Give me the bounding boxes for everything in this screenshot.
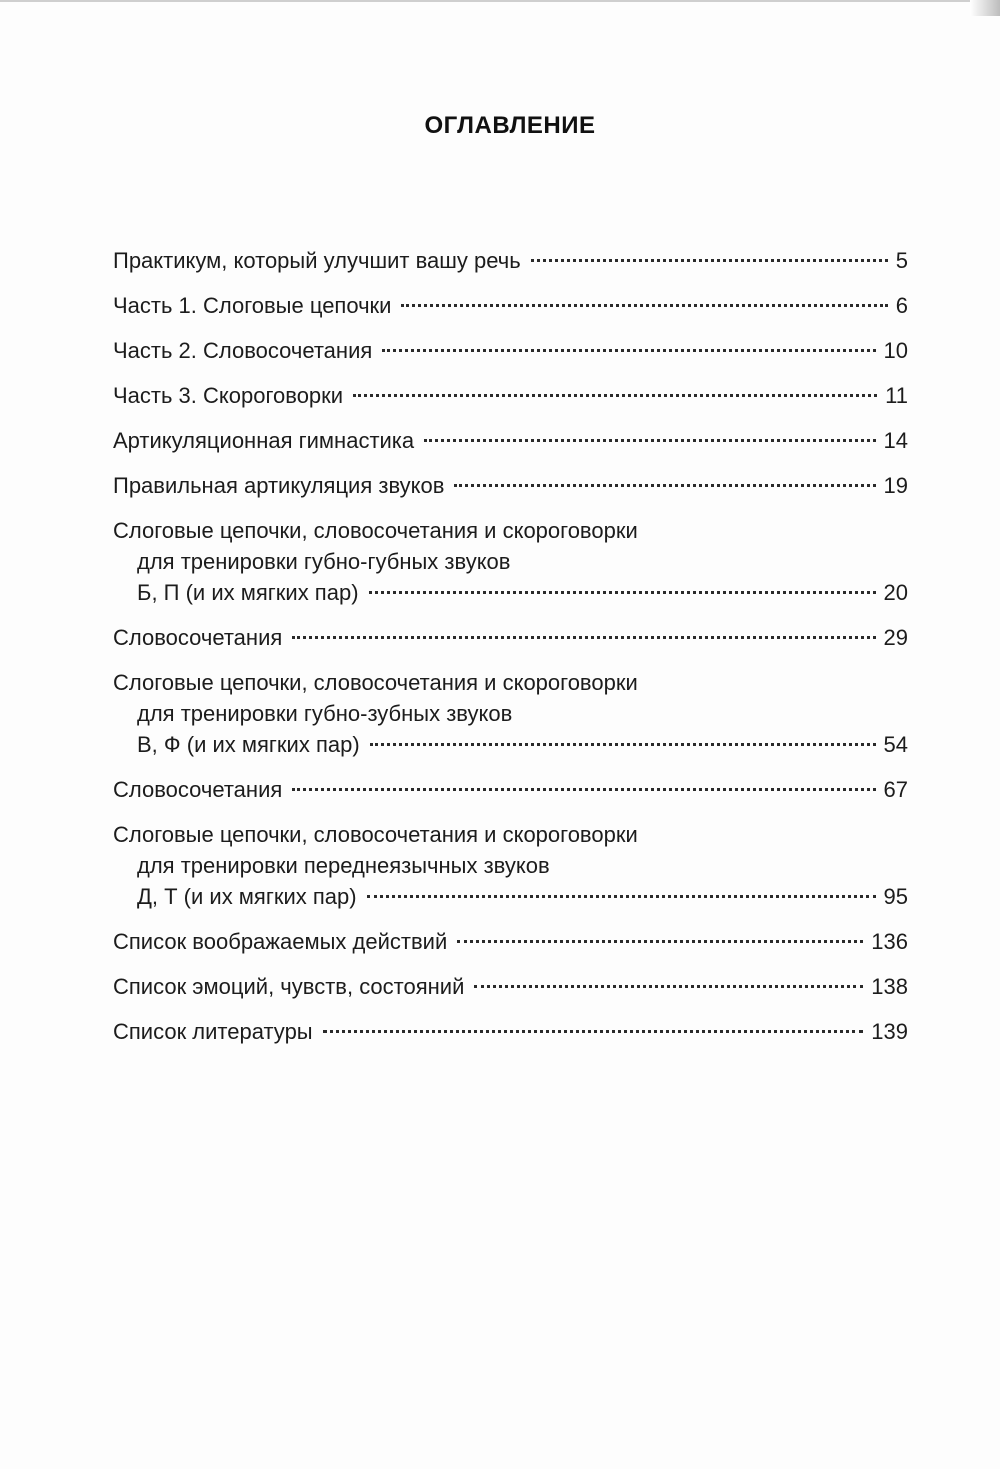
dot-leader (292, 788, 875, 791)
scan-corner-shadow (970, 0, 1000, 16)
page-title: ОГЛАВЛЕНИЕ (424, 112, 596, 139)
toc-entry-title: Словосочетания (113, 625, 283, 650)
toc-entry-title: Практикум, который улучшит вашу речь (113, 248, 521, 273)
toc-entry-line (113, 380, 908, 411)
toc-entry-title: Список воображаемых действий (113, 929, 448, 954)
toc-page-number: 6 (895, 293, 908, 318)
toc-entry-title: Словосочетания (113, 777, 283, 802)
toc-entry (113, 515, 908, 608)
toc-entry (113, 425, 908, 456)
toc-page-number: 139 (871, 1019, 908, 1044)
toc-entry-title: Список эмоций, чувств, состояний (113, 974, 465, 999)
dot-leader (323, 1030, 864, 1033)
toc-entry-title: Слоговые цепочки, словосочетания и скороговорки (113, 670, 638, 695)
toc-page-number: 29 (883, 625, 908, 650)
toc-entry-line (113, 729, 908, 760)
toc-entry-line (113, 335, 908, 366)
toc-entry-line (113, 470, 908, 501)
dot-leader (370, 743, 876, 746)
toc-entry-line (113, 290, 908, 321)
dot-leader (424, 439, 875, 442)
dot-leader (531, 259, 888, 262)
toc-entry-line (113, 881, 908, 912)
toc-entry (113, 290, 908, 321)
toc-entry (113, 622, 908, 653)
dot-leader (454, 484, 875, 487)
toc-entry-title: Слоговые цепочки, словосочетания и скороговорки (113, 822, 638, 847)
toc-entry-line (113, 1016, 908, 1047)
toc-page-number: 95 (883, 884, 908, 909)
toc-entry-line (113, 971, 908, 1002)
toc-entry (113, 774, 908, 805)
toc-entry (113, 470, 908, 501)
toc-entry-title: Артикуляционная гимнастика (113, 428, 415, 453)
dot-leader (292, 636, 875, 639)
toc-page-number: 67 (883, 777, 908, 802)
toc-entry-title: Часть 2. Словосочетания (113, 338, 373, 363)
toc-entry-title: для тренировки переднеязычных звуков (137, 853, 550, 878)
toc-page-number: 5 (895, 248, 908, 273)
toc-page-number: 11 (885, 383, 908, 408)
toc-entry (113, 335, 908, 366)
toc-entry-title: Правильная артикуляция звуков (113, 473, 445, 498)
dot-leader (401, 304, 887, 307)
toc-page-number: 14 (883, 428, 908, 453)
toc-page-number: 10 (883, 338, 908, 363)
toc-page-number: 20 (883, 580, 908, 605)
toc-entry-title: Список литературы (113, 1019, 313, 1044)
toc-entry-line (113, 245, 908, 276)
toc-entry-title: для тренировки губно-зубных звуков (137, 701, 513, 726)
toc-entry (113, 819, 908, 912)
toc-entry-title: Б, П (и их мягких пар) (137, 580, 359, 605)
toc-page-number: 19 (883, 473, 908, 498)
dot-leader (353, 394, 877, 397)
toc-page-number: 136 (871, 929, 908, 954)
toc-entry-line (113, 425, 908, 456)
toc-entry-title: В, Ф (и их мягких пар) (137, 732, 360, 757)
toc-entry-title: Слоговые цепочки, словосочетания и скороговорки (113, 518, 638, 543)
toc-page-number: 138 (871, 974, 908, 999)
toc-entry-title: Д, Т (и их мягких пар) (137, 884, 357, 909)
toc-entry-title: для тренировки губно-губных звуков (137, 549, 511, 574)
toc-entry (113, 926, 908, 957)
dot-leader (369, 591, 876, 594)
toc-entry-line (113, 577, 908, 608)
toc-entry (113, 380, 908, 411)
toc-entry-title: Часть 3. Скороговорки (113, 383, 344, 408)
dot-leader (457, 940, 863, 943)
dot-leader (382, 349, 875, 352)
toc-entry-line (113, 622, 908, 653)
toc-entry (113, 1016, 908, 1047)
dot-leader (367, 895, 876, 898)
scan-edge (0, 0, 1000, 2)
dot-leader (474, 985, 863, 988)
table-of-contents (113, 245, 908, 1061)
toc-entry-line (113, 926, 908, 957)
toc-entry-line (113, 774, 908, 805)
toc-entry (113, 667, 908, 760)
toc-page-number: 54 (883, 732, 908, 757)
toc-entry (113, 971, 908, 1002)
toc-entry (113, 245, 908, 276)
toc-entry-title: Часть 1. Слоговые цепочки (113, 293, 392, 318)
